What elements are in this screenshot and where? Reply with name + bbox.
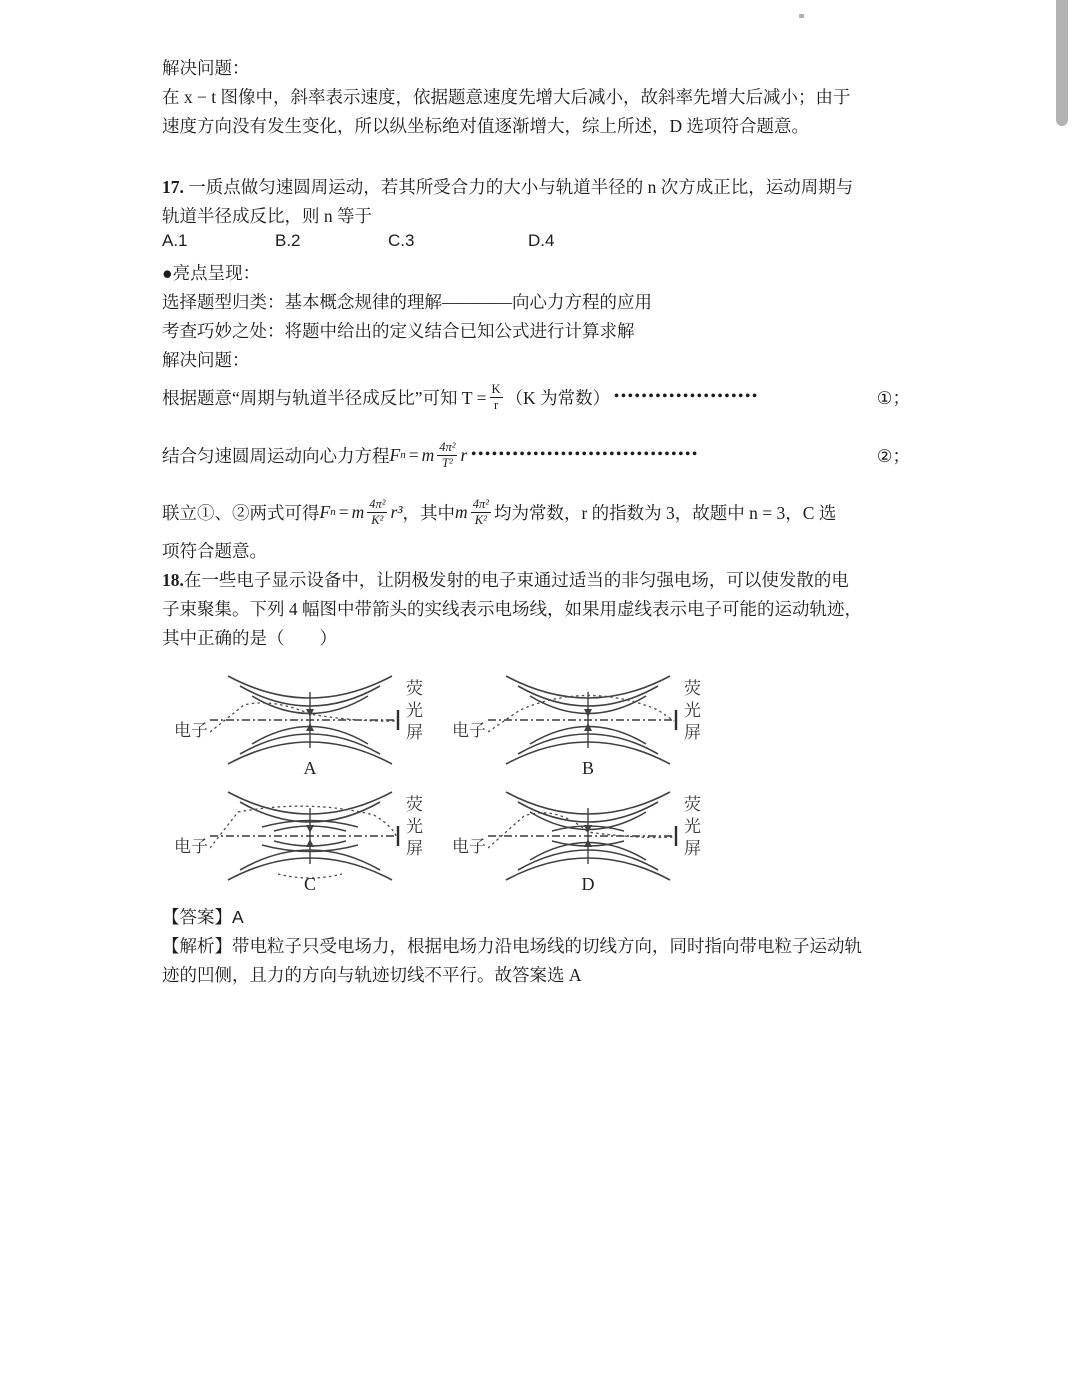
answer-value: A bbox=[232, 907, 244, 927]
q17-options-row bbox=[162, 231, 910, 260]
field-lines-drawing-c bbox=[210, 790, 410, 882]
electron-label: 电子 bbox=[452, 721, 486, 740]
step1-prefix: 根据题意“周期与轨道半径成反比”可知 T = bbox=[162, 387, 487, 408]
step1-mark: ①； bbox=[876, 387, 910, 408]
q18-answer-block bbox=[162, 903, 910, 932]
dot-leader: ••••••••••••••••••••• bbox=[614, 389, 760, 404]
diagram-option-b[interactable] bbox=[448, 666, 733, 780]
fraction-4pi2-over-T2: $\frac{\text{4π²}}{\text{T²}}$ bbox=[439, 440, 456, 470]
analysis-line2: 迹的凹侧，且力的方向与轨迹切线不平行。故答案选 A bbox=[162, 965, 582, 985]
var-F: F bbox=[389, 444, 401, 465]
clever-line: 考查巧妙之处：将题中给出的定义结合已知公式进行计算求解 bbox=[162, 321, 635, 341]
option-d[interactable]: D.4 bbox=[528, 231, 555, 250]
diagram-letter: C bbox=[303, 874, 316, 894]
electron-label: 电子 bbox=[174, 721, 208, 740]
option-b[interactable]: B.2 bbox=[275, 231, 301, 250]
equals-sign: = bbox=[408, 444, 419, 465]
q17-stem-block bbox=[162, 173, 910, 231]
q18-number: 18. bbox=[162, 570, 184, 590]
answer-label: 【答案】 bbox=[162, 907, 232, 927]
diagram-option-a[interactable] bbox=[170, 666, 455, 780]
category-line: 选择题型归类：基本概念规律的理解————向心力方程的应用 bbox=[162, 292, 652, 312]
var-m: m bbox=[421, 444, 435, 465]
dot-leader: ••••••••••••••••••••••••••••••••• bbox=[471, 447, 700, 462]
step2-mark: ②； bbox=[876, 445, 910, 466]
highlight-heading: ●亮点呈现： bbox=[162, 263, 261, 283]
var-F-sub: n bbox=[330, 506, 336, 518]
scrollbar-thumb[interactable] bbox=[1056, 0, 1068, 126]
diagram-option-c[interactable] bbox=[170, 782, 455, 896]
var-r-cubed: r³ bbox=[390, 501, 403, 522]
var-F: F bbox=[319, 501, 331, 522]
q17-stem-line1: 17. 一质点做匀速圆周运动，若其所受合力的大小与轨道半径的 n 次方成正比，运动周期与 bbox=[162, 177, 854, 197]
q16-solution-line1: 在 x − t 图像中，斜率表示速度，依据题意速度先增大后减小，故斜率先增大后减小；由于 bbox=[162, 87, 851, 107]
step1-suffix: （K 为常数） bbox=[505, 387, 611, 408]
option-c[interactable]: C.3 bbox=[388, 231, 415, 250]
fraction-4pi2-over-K2: $\frac{\text{4π²}}{\text{K²}}$ bbox=[369, 497, 386, 527]
step3-prefix: 联立①、②两式可得 bbox=[162, 502, 320, 523]
var-m2: m bbox=[455, 501, 468, 522]
q16-solution-line2: 速度方向没有发生变化，所以纵坐标绝对值逐渐增大，综上所述，D 选项符合题意。 bbox=[162, 116, 810, 136]
q16-solution-block bbox=[162, 54, 910, 141]
step3-suffix: 均为常数，r 的指数为 3，故题中 n = 3，C 选 bbox=[493, 502, 837, 523]
q17-number: 17. bbox=[162, 177, 184, 197]
q18-stem-block bbox=[162, 566, 910, 653]
var-F-sub: n bbox=[400, 449, 406, 461]
speck-artifact bbox=[799, 14, 804, 18]
q18-stem-line2: 子束聚集。下列 4 幅图中带箭头的实线表示电场线，如果用虚线表示电子可能的运动轨迹， bbox=[162, 599, 862, 619]
field-lines-drawing-a bbox=[210, 674, 410, 766]
q17-conclusion: 项符合题意。 bbox=[162, 541, 267, 561]
screen-label: 荧光屏 bbox=[684, 679, 701, 742]
q17-step1-formula bbox=[162, 374, 910, 420]
q17-notes-block bbox=[162, 259, 910, 375]
solve-heading-2: 解决问题： bbox=[162, 350, 250, 370]
screen-label: 荧光屏 bbox=[684, 795, 701, 858]
var-r: r bbox=[460, 444, 468, 465]
q17-step3-formula bbox=[162, 489, 910, 535]
field-lines-drawing-b bbox=[488, 674, 688, 766]
solve-heading: 解决问题： bbox=[162, 58, 250, 78]
answer-line bbox=[162, 903, 910, 932]
option-a[interactable]: A.1 bbox=[162, 231, 188, 250]
electron-label: 电子 bbox=[452, 837, 486, 856]
diagram-letter: D bbox=[581, 874, 595, 894]
diagram-letter: A bbox=[303, 758, 317, 778]
diagram-option-d[interactable] bbox=[448, 782, 733, 896]
electron-label: 电子 bbox=[174, 837, 208, 856]
screen-label: 荧光屏 bbox=[406, 679, 423, 742]
analysis-line1: 【解析】带电粒子只受电场力，根据电场力沿电场线的切线方向，同时指向带电粒子运动轨 bbox=[162, 936, 862, 956]
q18-stem-line3: 其中正确的是（ ） bbox=[162, 628, 337, 648]
screen-label: 荧光屏 bbox=[406, 795, 423, 858]
fraction-4pi2-over-K2-b: $\frac{\text{4π²}}{\text{K²}}$ bbox=[472, 497, 489, 527]
field-lines-drawing-d bbox=[488, 790, 688, 882]
q18-stem-line1: 18.在一些电子显示设备中，让阴极发射的电子束通过适当的非匀强电场，可以使发散的电 bbox=[162, 570, 849, 590]
step3-mid: ，其中 bbox=[402, 502, 456, 523]
equals-sign: = bbox=[338, 501, 349, 522]
step2-prefix: 结合匀速圆周运动向心力方程 bbox=[162, 445, 390, 466]
var-m: m bbox=[351, 501, 365, 522]
diagram-letter: B bbox=[581, 758, 594, 778]
q17-stem-line2: 轨道半径成反比，则 n 等于 bbox=[162, 206, 372, 226]
fraction-k-over-r: $\frac{K}{r}$ bbox=[491, 382, 501, 412]
q18-analysis-block bbox=[162, 932, 910, 990]
q17-step2-formula bbox=[162, 432, 910, 478]
